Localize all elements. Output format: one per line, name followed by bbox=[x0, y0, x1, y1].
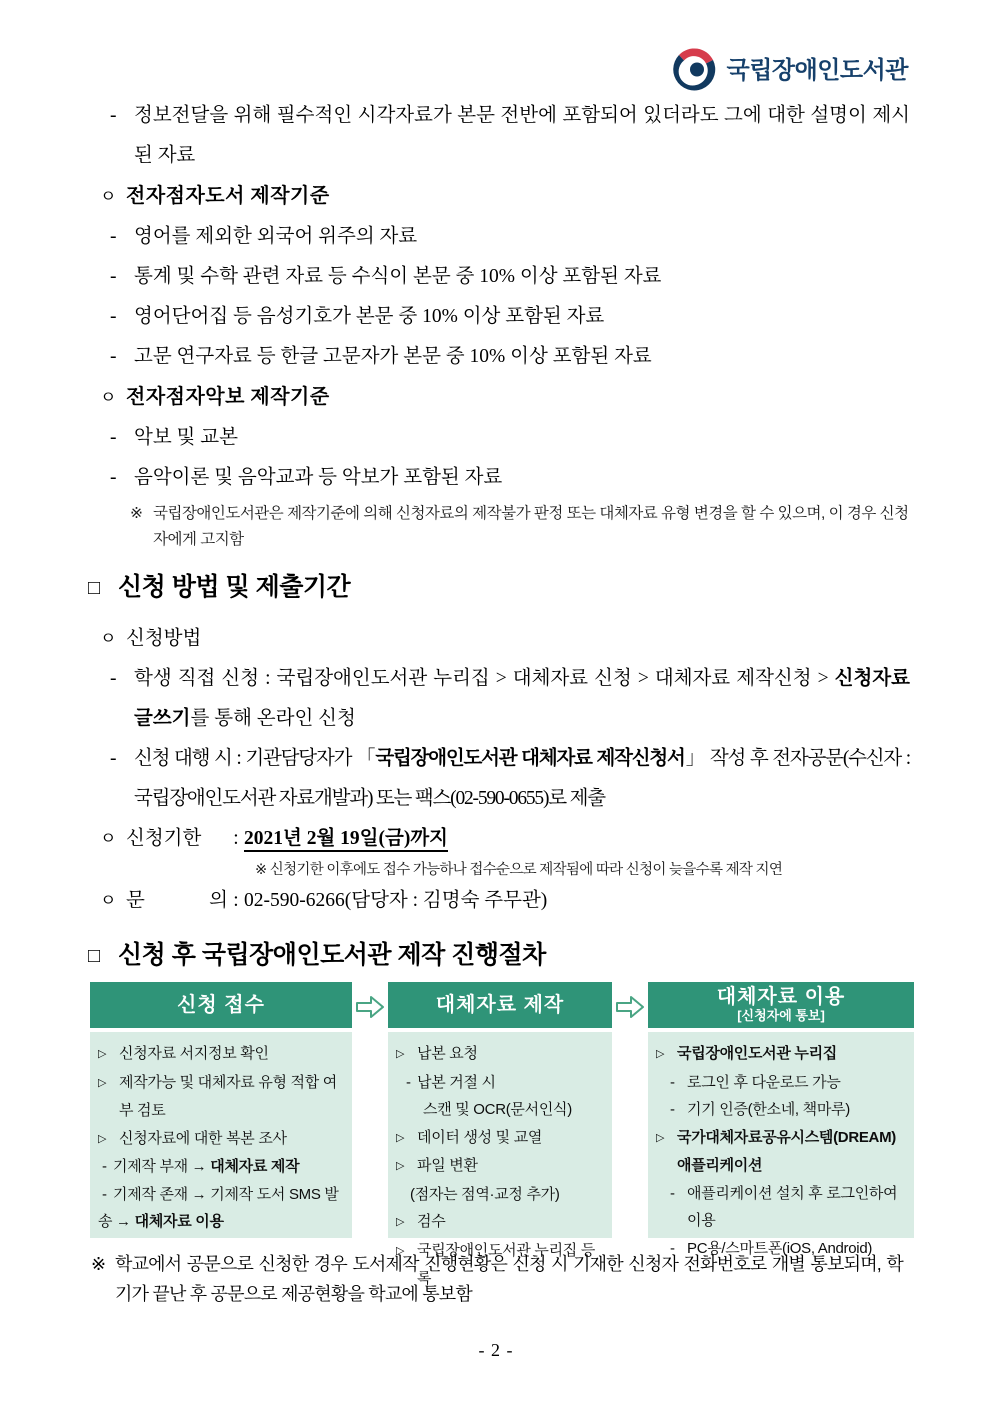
bold-phrase: 대체자료 이용 bbox=[134, 1213, 224, 1230]
org-name: 국립장애인도서관 bbox=[726, 56, 908, 84]
flow-item: ▷ 신청자료 서지정보 확인 bbox=[98, 1040, 344, 1069]
list-item-text: 고문 연구자료 등 한글 고문자가 본문 중 10% 이상 포함된 자료 bbox=[134, 346, 652, 367]
page-number: - 2 - bbox=[478, 1340, 514, 1360]
flow-item: - 애플리케이션 설치 후 로그인하여 이용 bbox=[656, 1180, 906, 1235]
government-emblem-icon bbox=[668, 42, 718, 92]
bold-phrase: 신청자료 글쓰기 bbox=[134, 668, 910, 729]
dash-bullet: - bbox=[110, 748, 116, 769]
reference-mark: ※ bbox=[130, 505, 143, 522]
bold-phrase: 국립장애인도서관 대체자료 제작신청서 bbox=[375, 748, 685, 769]
dash-bullet: - bbox=[110, 306, 117, 327]
flow-item: - PC용/스마트폰(iOS, Android) bbox=[656, 1235, 906, 1263]
dash-bullet: - bbox=[102, 1158, 107, 1175]
triangle-bullet: ▷ bbox=[98, 1048, 107, 1060]
triangle-bullet: ▷ bbox=[98, 1076, 107, 1089]
triangle-bullet: ▷ bbox=[396, 1244, 405, 1257]
flow-item: 스캔 및 OCR(문서인식) bbox=[423, 1101, 572, 1118]
circle-bullet: ㅇ bbox=[100, 187, 117, 206]
dash-bullet: - bbox=[110, 467, 117, 488]
dash-bullet: - bbox=[670, 1184, 675, 1202]
list-item bbox=[110, 337, 910, 377]
dash-bullet: - bbox=[670, 1073, 675, 1091]
dash-bullet: - bbox=[110, 105, 117, 126]
apply-proxy-item: - 신청 대행 시 : 기관담당자가 「국립장애인도서관 대체자료 제작신청서」 작성 후 전자공문(수신자 : 국립장애인도서관 자료개발과) 또는 팩스(02-590-0655)로 제출 bbox=[110, 739, 910, 819]
criteria-group-title: ㅇ 전자점자도서 제작기준 bbox=[100, 176, 910, 217]
reference-mark: ※ bbox=[255, 862, 267, 878]
flow-column-subheader: [신청자에 통보] bbox=[737, 1008, 825, 1023]
list-item bbox=[110, 418, 910, 458]
flow-item: (점자는 점역·교정 추가) bbox=[410, 1185, 560, 1203]
triangle-bullet: ▷ bbox=[396, 1160, 405, 1172]
dash-bullet: - bbox=[110, 427, 117, 448]
triangle-bullet: ▷ bbox=[396, 1131, 405, 1144]
flow-column-production bbox=[388, 982, 612, 1287]
list-item bbox=[110, 297, 910, 337]
dash-bullet: - bbox=[110, 266, 117, 287]
flow-item: - 로그인 후 다운로드 가능 bbox=[656, 1069, 906, 1097]
reference-mark: ※ bbox=[91, 1254, 106, 1274]
flow-column-header: 신청 접수 bbox=[90, 982, 352, 1028]
contact-value: 02-590-6266(담당자 : 김명숙 주무관) bbox=[244, 890, 548, 911]
document-body bbox=[88, 96, 910, 1309]
list-item bbox=[110, 458, 910, 498]
triangle-bullet: ▷ bbox=[396, 1216, 405, 1228]
section-title-process: □ 신청 후 국립장애인도서관 제작 진행절차 bbox=[88, 938, 910, 974]
flow-item: ▷ 납본 요청 bbox=[396, 1040, 604, 1069]
apply-deadline: ㅇ 신청기한 : 2021년 2월 19일(금)까지 bbox=[100, 819, 910, 859]
flow-item: - 기제작 부재 → 대체자료 제작 bbox=[98, 1153, 344, 1181]
dash-bullet: - bbox=[110, 226, 117, 247]
flow-item: ▷ 신청자료에 대한 복본 조사 bbox=[98, 1125, 344, 1154]
list-item bbox=[110, 257, 910, 297]
deadline-note: ※ 신청기한 이후에도 접수 가능하나 접수순으로 제작됨에 따라 신청이 늦을수록 제작 지연 bbox=[255, 862, 783, 878]
deadline-label: 신청기한 bbox=[126, 828, 202, 849]
apply-contact: ㅇ 문 의 : 02-590-6266(담당자 : 김명숙 주무관) bbox=[100, 881, 910, 921]
list-item-text: 정보전달을 위해 필수적인 시각자료가 본문 전반에 포함되어 있더라도 그에 대한 설명이 제시된 자료 bbox=[134, 105, 910, 166]
flow-column-usage bbox=[648, 982, 914, 1257]
dash-bullet: - bbox=[110, 668, 117, 689]
flow-item: ▷ 파일 변환 bbox=[396, 1152, 604, 1181]
circle-bullet: ㅇ bbox=[100, 629, 117, 648]
dash-bullet: - bbox=[102, 1185, 107, 1203]
list-item bbox=[110, 217, 910, 257]
dash-bullet: - bbox=[670, 1239, 675, 1257]
triangle-bullet: ▷ bbox=[656, 1131, 665, 1144]
criteria-group-title: ㅇ 전자점자악보 제작기준 bbox=[100, 377, 910, 418]
criteria-note: ※ 국립장애인도서관은 제작기준에 의해 신청자료의 제작불가 판정 또는 대체자료 유형 변경을 할 수 있으며, 이 경우 신청자에게 고지함 bbox=[130, 501, 910, 553]
square-bullet: □ bbox=[88, 945, 100, 967]
bold-phrase: 대체자료 제작 bbox=[210, 1158, 300, 1175]
dash-bullet: - bbox=[110, 346, 117, 367]
flow-arrow-icon bbox=[614, 991, 646, 1023]
flow-item: ▷ 데이터 생성 및 교열 bbox=[396, 1124, 604, 1153]
flow-item: ▷ 국가대체자료공유시스템(DREAM) 애플리케이션 bbox=[656, 1124, 906, 1180]
flow-item: - 기제작 존재 → 기제작 도서 SMS 발송 → 대체자료 이용 bbox=[98, 1181, 344, 1236]
deadline-value: 2021년 2월 19일(금)까지 bbox=[244, 828, 448, 852]
list-item-text: 통계 및 수학 관련 자료 등 수식이 본문 중 10% 이상 포함된 자료 bbox=[134, 266, 662, 287]
dash-bullet: - bbox=[406, 1073, 411, 1091]
list-item bbox=[110, 96, 910, 176]
footnote: ※ 학교에서 공문으로 신청한 경우 도서제작 진행현황은 신청 시 기재한 신청자 전화번호로 개별 통보되며, 학기가 끝난 후 공문으로 제공현황을 학교에 통보함 bbox=[91, 1249, 903, 1309]
flow-column-reception bbox=[90, 982, 352, 1238]
flow-item: ▷ 국립장애인도서관 누리집 등록 bbox=[396, 1237, 604, 1293]
apply-direct-item: - 학생 직접 신청 : 국립장애인도서관 누리집 > 대체자료 신청 > 대체자료 제작신청 > 신청자료 글쓰기를 통해 온라인 신청 bbox=[110, 659, 910, 739]
org-logo bbox=[668, 42, 908, 92]
triangle-bullet: ▷ bbox=[396, 1048, 405, 1060]
flow-item: ▷ 제작가능 및 대체자료 유형 적합 여부 검토 bbox=[98, 1069, 344, 1125]
triangle-bullet: ▷ bbox=[98, 1132, 107, 1145]
flow-item: - 납본 거절 시 bbox=[402, 1069, 604, 1097]
flow-column-header: 대체자료 이용 [신청자에 통보] bbox=[648, 982, 914, 1028]
list-item-text: 음악이론 및 음악교과 등 악보가 포함된 자료 bbox=[134, 467, 503, 488]
triangle-bullet: ▷ bbox=[656, 1048, 665, 1060]
circle-bullet: ㅇ bbox=[100, 891, 117, 910]
dash-bullet: - bbox=[670, 1101, 675, 1118]
circle-bullet: ㅇ bbox=[100, 388, 117, 407]
flow-arrow-icon bbox=[354, 991, 386, 1023]
apply-method-label: ㅇ 신청방법 bbox=[100, 619, 910, 659]
list-item-text: 영어를 제외한 외국어 위주의 자료 bbox=[134, 226, 418, 247]
list-item-text: 영어단어집 등 음성기호가 본문 중 10% 이상 포함된 자료 bbox=[134, 306, 605, 327]
flow-item: ▷ 국립장애인도서관 누리집 bbox=[656, 1040, 906, 1069]
section-title-apply: □ 신청 방법 및 제출기간 bbox=[88, 570, 910, 606]
list-item-text: 악보 및 교본 bbox=[134, 427, 238, 448]
circle-bullet: ㅇ bbox=[100, 829, 117, 848]
flow-column-header: 대체자료 제작 bbox=[388, 982, 612, 1028]
flow-item: - 기기 인증(한소네, 책마루) bbox=[656, 1096, 906, 1124]
flow-item: ▷ 검수 bbox=[396, 1208, 604, 1237]
contact-label: 문 의 bbox=[126, 890, 228, 911]
square-bullet: □ bbox=[88, 577, 100, 599]
